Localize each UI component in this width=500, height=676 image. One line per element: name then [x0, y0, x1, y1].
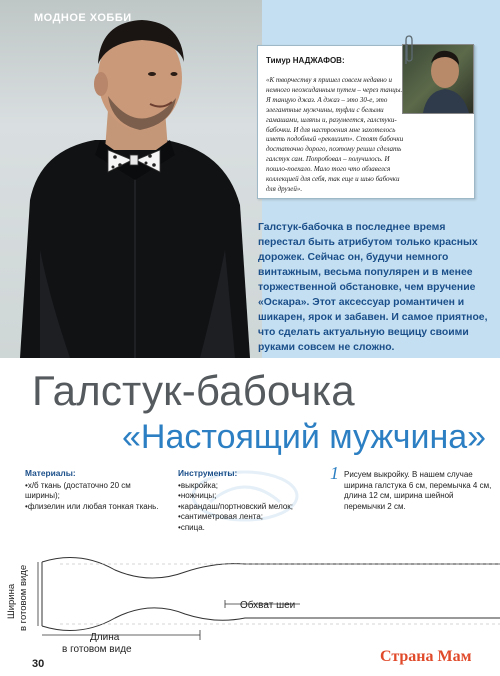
- width-label: [4, 564, 48, 631]
- model-photo: [0, 0, 262, 358]
- intro-paragraph: Галстук-бабочка в последнее время перестал быть атрибутом только красных дорожек. Сейчас он, будучи немного винтажным, весьма популярен и в менее торжественной обстановке, чем вручение «Оскара». Этот аксессуар романтичен и шикарен, ярок и забавен. И самое приятное, что сделать актуальную вещицу своими руками совсем не сложно.: [258, 222, 488, 353]
- step-text: Рисуем выкройку. В нашем случае ширина галстука 6 см, перемычка 4 см, длина 12 см, ширина шейной перемычки 2 см.: [344, 470, 492, 511]
- width-label-line1: Ширина: [6, 583, 17, 619]
- quote-author: Тимур НАДЖАФОВ:: [266, 56, 345, 65]
- tools-item: • спица.: [178, 523, 318, 534]
- page-number: 30: [32, 658, 45, 670]
- section-tag: МОДНОЕ ХОББИ: [34, 12, 132, 24]
- tools-heading: Инструменты:: [178, 468, 238, 478]
- man-in-bowtie-illustration: [0, 0, 262, 358]
- materials-heading: Материалы:: [25, 468, 76, 478]
- quote-text: «К творчеству я пришел совсем недавно и немного неожиданным путем – через танцы. Я танцую джаз. А джаз – это 30-е, это элегантные мужчины, туфли с белыми гамашами, шляпы и, разумеется, галстуки-бабочки. И для настроения мне захотелось иметь подобный «реквизит». Стоят бабочки достаточно дорого, поэтому решил сделать галстук сам. Попробовал – получилось. И пошло-поехало. Мало того что обзавелся коллекцией для себя, так еще и шью бабочки для друзей».: [266, 76, 404, 193]
- tools-item: • карандаш/портновский мелок;: [178, 502, 318, 513]
- tools-item: • сантиметровая лента;: [178, 512, 318, 523]
- length-label-line2: в готовом виде: [62, 644, 132, 655]
- step-1-block: [330, 463, 494, 512]
- materials-item: • флизелин или любая тонкая ткань.: [25, 502, 165, 513]
- materials-item: • х/б ткань (достаточно 20 см ширины);: [25, 481, 165, 502]
- length-label-line1: Длина: [90, 632, 120, 643]
- brand-watermark: Страна Мам: [380, 648, 472, 665]
- width-label-line2: в готовом виде: [18, 564, 29, 631]
- neck-label: Обхват шеи: [240, 600, 296, 611]
- article-subtitle: «Настоящий мужчина»: [122, 418, 487, 456]
- step-number: 1: [330, 463, 339, 483]
- tools-block: [178, 468, 318, 534]
- tools-item: • ножницы;: [178, 491, 318, 502]
- tools-item: • выкройка;: [178, 481, 318, 492]
- materials-block: [25, 468, 165, 512]
- article-title: Галстук-бабочка: [32, 367, 355, 414]
- paperclip-icon: [402, 34, 416, 66]
